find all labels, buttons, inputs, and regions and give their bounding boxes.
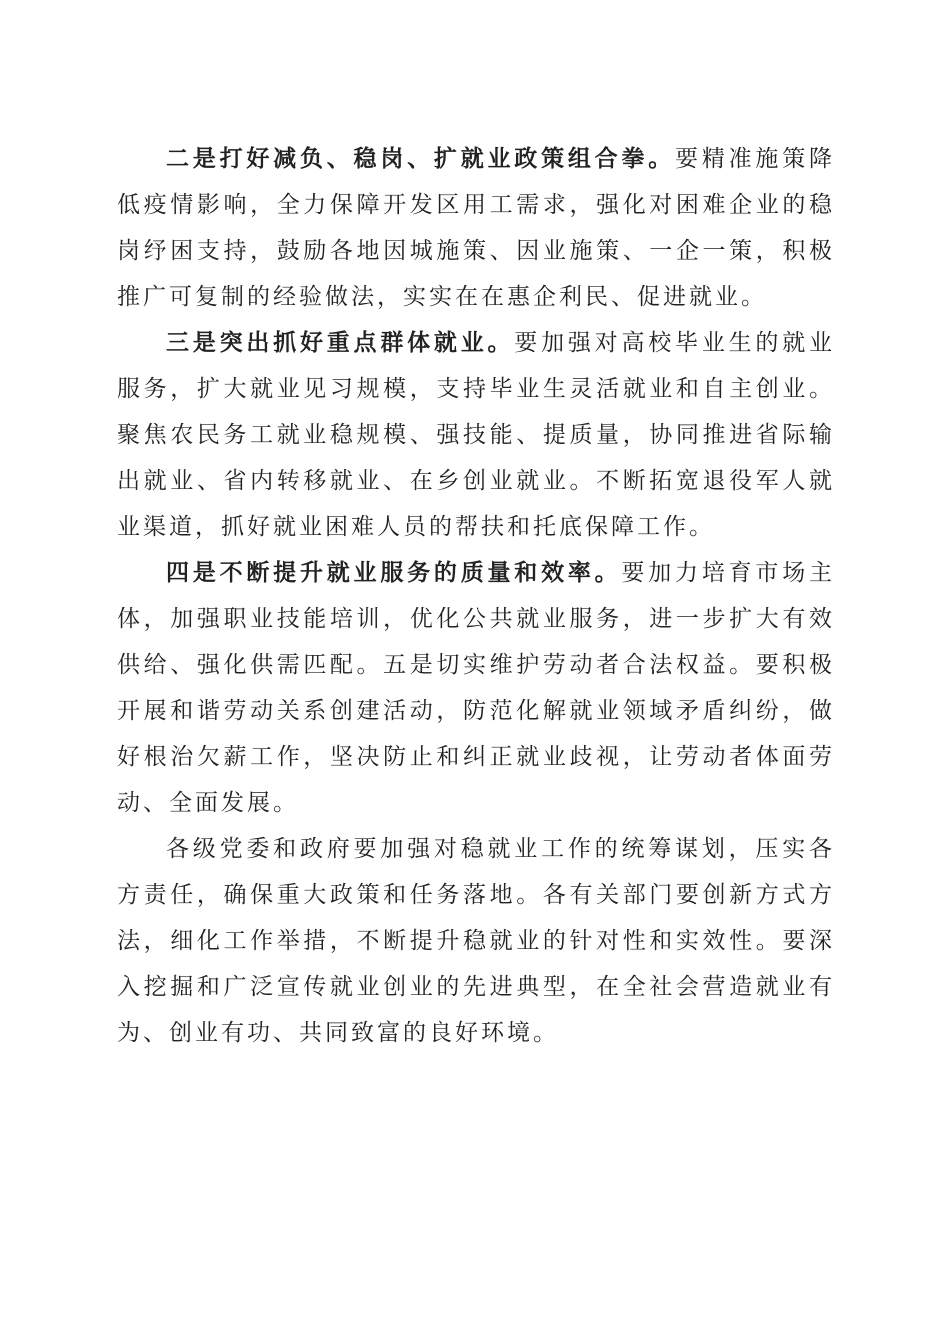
paragraph-service-quality	[117, 550, 835, 826]
paragraph-heading: 二是打好减负、稳岗、扩就业政策组合拳。	[166, 145, 676, 172]
paragraph-heading: 三是突出抓好重点群体就业。	[166, 329, 515, 356]
document-body	[117, 136, 835, 1056]
paragraph-text: 要加强对高校毕业生的就业服务，扩大就业见习规模，支持毕业生灵活就业和自主创业。聚焦农民务工就业稳规模、强技能、提质量，协同推进省际输出就业、省内转移就业、在乡创业就业。不断拓宽退役军人就业渠道，抓好就业困难人员的帮扶和托底保障工作。	[117, 330, 836, 540]
paragraph-key-groups	[117, 320, 835, 550]
paragraph-text: 要精准施策降低疫情影响，全力保障开发区用工需求，强化对困难企业的稳岗纾困支持，鼓励各地因城施策、因业施策、一企一策，积极推广可复制的经验做法，实实在在惠企利民、促进就业。	[117, 146, 836, 310]
paragraph-party-government	[117, 826, 835, 1056]
paragraph-policy-combination	[117, 136, 835, 320]
paragraph-text: 要加力培育市场主体，加强职业技能培训，优化公共就业服务，进一步扩大有效供给、强化供需匹配。五是切实维护劳动者合法权益。要积极开展和谐劳动关系创建活动，防范化解就业领域矛盾纠纷，做好根治欠薪工作，坚决防止和纠正就业歧视，让劳动者体面劳动、全面发展。	[117, 560, 836, 816]
paragraph-text: 各级党委和政府要加强对稳就业工作的统筹谋划，压实各方责任，确保重大政策和任务落地。各有关部门要创新方式方法，细化工作举措，不断提升稳就业的针对性和实效性。要深入挖掘和广泛宣传就业创业的先进典型，在全社会营造就业有为、创业有功、共同致富的良好环境。	[117, 836, 835, 1046]
paragraph-heading: 四是不断提升就业服务的质量和效率。	[166, 559, 622, 586]
